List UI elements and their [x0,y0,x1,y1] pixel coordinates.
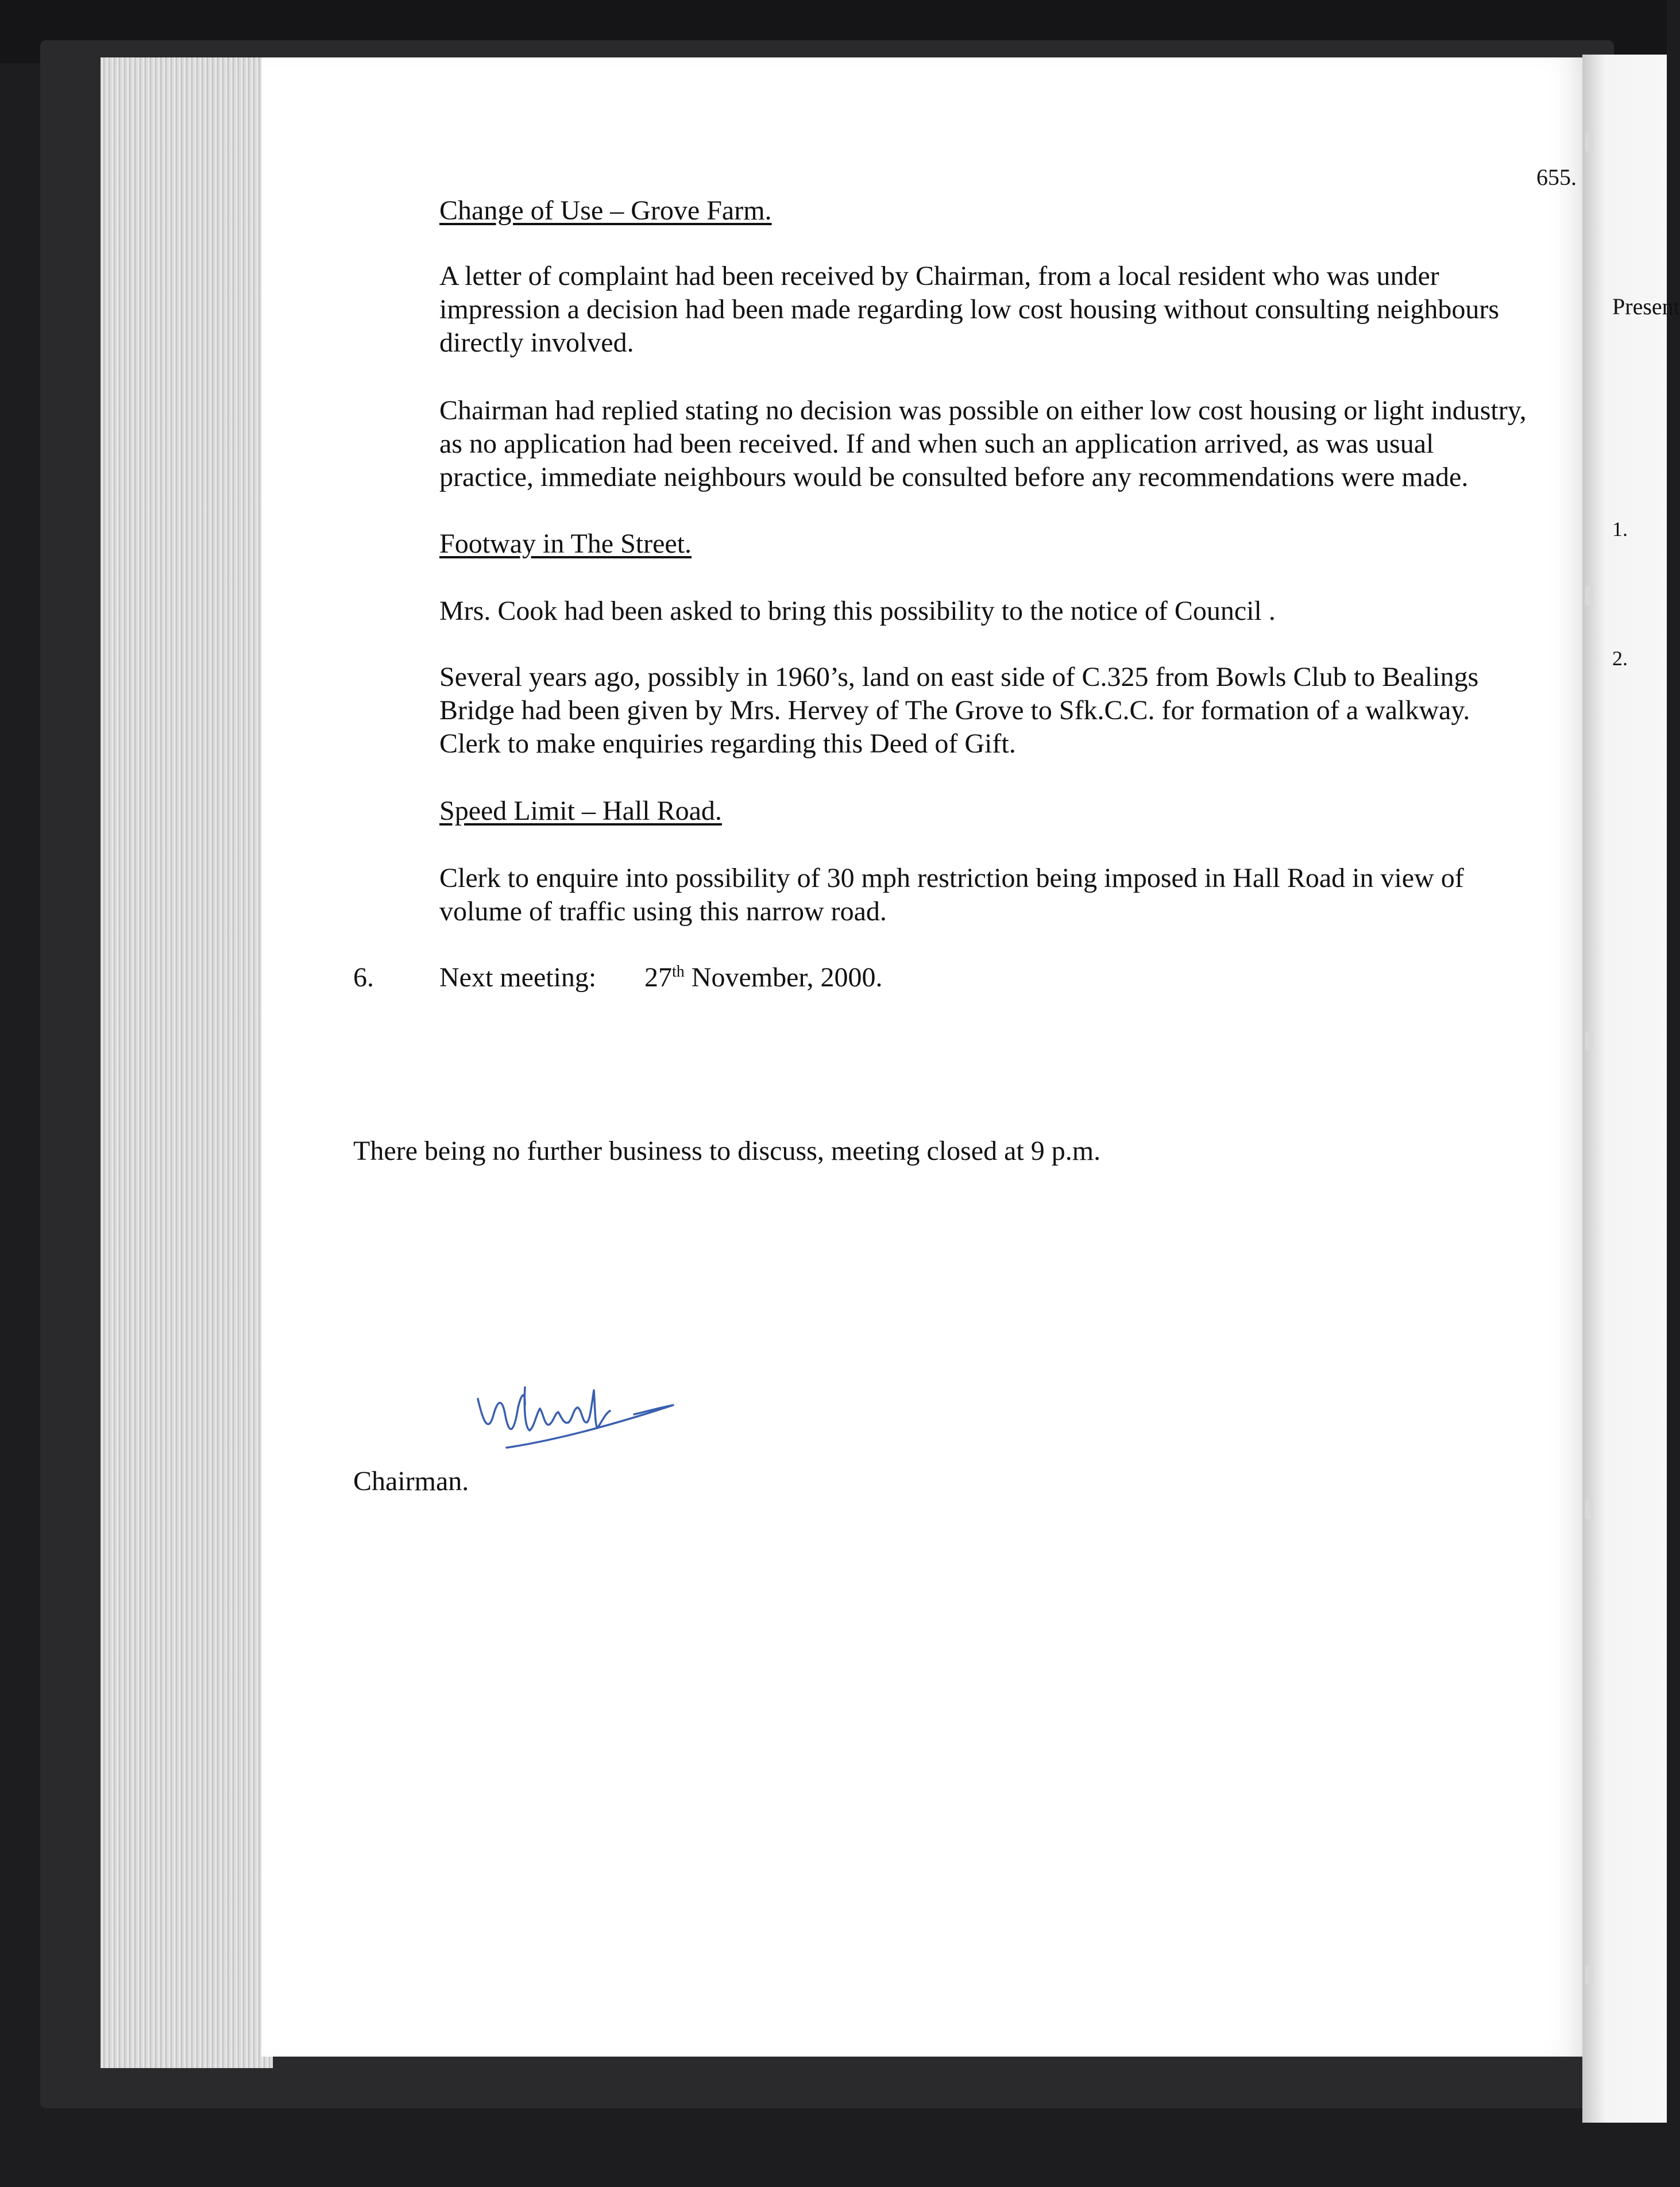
page-number: 655. [1536,164,1577,190]
closing-statement: There being no further business to discuss, meeting closed at 9 p.m. [353,1136,1101,1166]
heading-grove-farm: Change of Use – Grove Farm. [439,195,772,226]
binder-ring [1585,1965,1593,1984]
date-day: 27 [644,962,672,993]
paragraph-line: Clerk to enquire into possibility of 30 mph restriction being imposed in Hall Road in view of [439,863,1464,893]
item-number: 6. [353,962,374,993]
paragraph-line: practice, immediate neighbours would be consulted before any recommendations were made. [439,462,1469,492]
page-edges [101,57,273,2068]
paragraph-line: directly involved. [439,327,634,358]
binder-ring [1585,1031,1593,1051]
date-day-suffix: th [672,963,685,981]
paragraph-line: as no application had been received. If and when such an application arrived, as was usual [439,429,1434,459]
paragraph-line: Clerk to make enquiries regarding this Deed of Gift. [439,728,1016,759]
date-rest: November, 2000. [684,962,883,993]
paragraph-line: A letter of complaint had been received by Chairman, from a local resident who was under [439,261,1439,291]
heading-footway: Footway in The Street. [439,529,692,559]
paragraph-line: Bridge had been given by Mrs. Hervey of The Grove to Sfk.C.C. for formation of a walkway. [439,695,1470,726]
paragraph-line: volume of traffic using this narrow road. [439,896,887,927]
binder-ring [1585,1499,1593,1519]
paragraph-line: Chairman had replied stating no decision was possible on either low cost housing or light industry, [439,395,1527,426]
facing-page-word: Present [1612,294,1680,319]
facing-page-item-2: 2. [1612,647,1628,670]
facing-page [1582,55,1680,2123]
signature-label: Chairman. [353,1466,469,1496]
binder-ring [1585,132,1593,152]
handwritten-signature [472,1373,679,1459]
binder-ring [1585,586,1593,605]
next-meeting-date [644,961,882,994]
paragraph-line: Several years ago, possibly in 1960’s, land on east side of C.325 from Bowls Club to Bealings [439,662,1479,692]
heading-speed-limit: Speed Limit – Hall Road. [439,796,722,826]
next-meeting-label: Next meeting: [439,962,597,993]
facing-page-item-1: 1. [1612,518,1628,541]
paragraph-line: Mrs. Cook had been asked to bring this possibility to the notice of Council . [439,596,1276,626]
paragraph-line: impression a decision had been made regarding low cost housing without consulting neighbours [439,294,1499,325]
